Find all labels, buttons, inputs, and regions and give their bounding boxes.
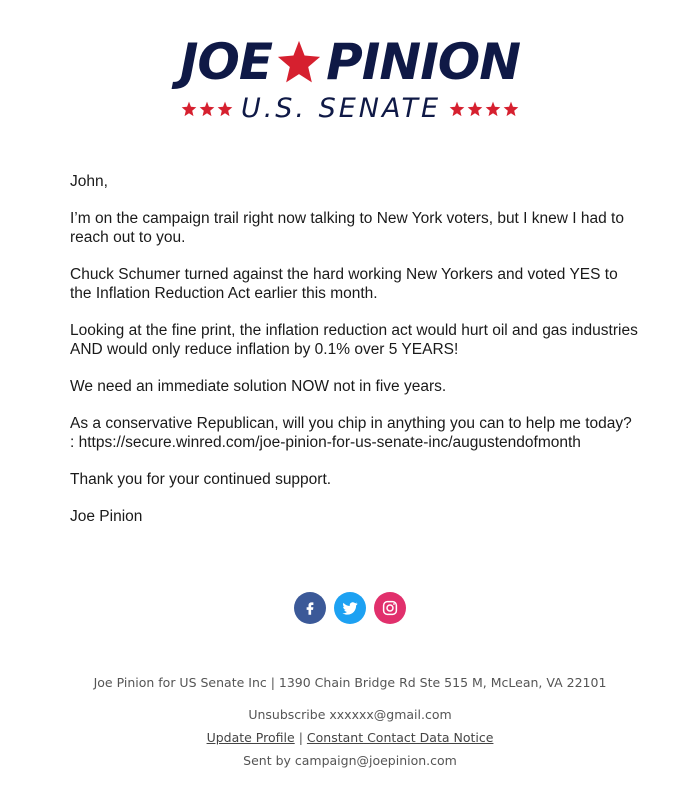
facebook-icon[interactable] [294,592,326,624]
stars-left [181,101,233,117]
twitter-icon[interactable] [334,592,366,624]
star-icon [217,101,233,117]
logo-subtitle: U.S. SENATE [240,93,442,124]
instagram-icon[interactable] [374,592,406,624]
social-links [0,592,700,624]
donation-paragraph: As a conservative Republican, will you chip in anything you can to help me today? : https://secure.winred.com/joe-pinion-for-us-senate-inc/augustendofmonth [70,415,632,451]
paragraph: Thank you for your continued support. [70,471,332,488]
greeting: John, [70,173,108,190]
logo-word-joe: JOE [179,33,273,91]
paragraph: I’m on the campaign trail right now talking to New York voters, but I knew I had to reach out to you. [70,210,624,246]
paragraph: Looking at the fine print, the inflation reduction act would hurt oil and gas industries AND would only reduce inflation by 0.1% over 5 YEARS! [70,322,638,358]
star-icon [449,101,465,117]
star-icon [199,101,215,117]
footer-links [0,730,700,745]
logo-word-pinion: PINION [326,33,521,91]
paragraph: We need an immediate solution NOW not in five years. [70,378,447,395]
unsubscribe-link[interactable]: Unsubscribe xxxxxx@gmail.com [248,707,452,722]
star-icon [467,101,483,117]
footer-address: Joe Pinion for US Senate Inc | 1390 Chain Bridge Rd Ste 515 M, McLean, VA 22101 [93,675,607,690]
star-icon [503,101,519,117]
star-icon [276,39,322,85]
campaign-logo [0,34,700,126]
paragraph: Chuck Schumer turned against the hard working New Yorkers and voted YES to the Inflation Reduction Act earlier this month. [70,266,618,302]
signature: Joe Pinion [70,508,143,525]
footer-sent-by: Sent by campaign@joepinion.com [243,753,457,768]
stars-right [449,101,519,117]
email-body [70,172,640,544]
star-icon [485,101,501,117]
footer-unsubscribe [0,707,700,722]
update-profile-link[interactable]: Update Profile [206,730,295,745]
link-separator: | [298,730,303,745]
data-notice-link[interactable]: Constant Contact Data Notice [306,730,494,745]
star-icon [181,101,197,117]
